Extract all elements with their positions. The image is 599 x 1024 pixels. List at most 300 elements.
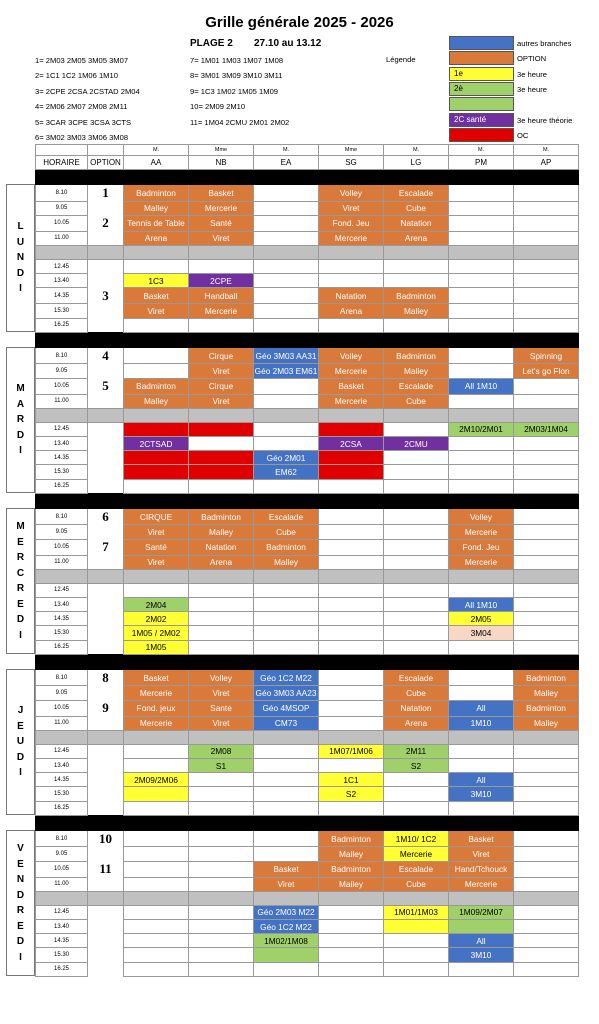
class-cell: Malley [384,364,449,378]
empty-cell [319,962,384,976]
class-cell: Mercerie [319,394,384,408]
empty-cell [254,479,319,493]
time-cell: 10.05 [36,861,88,877]
time-cell: 13.40 [36,437,88,451]
class-cell: Malley [124,394,189,408]
separator-cell [88,654,124,669]
empty-cell [514,583,579,597]
day-letter: I [19,767,22,779]
column-header: EA [254,156,319,170]
option-cell [88,465,124,479]
separator-cell [449,493,514,508]
separator-cell [124,332,189,347]
class-cell: Viret [189,364,254,378]
time-cell: 8.10 [36,830,88,847]
empty-cell [384,525,449,539]
schedule-row [36,364,579,378]
empty-cell [449,394,514,408]
class-cell: Viret [189,716,254,730]
empty-cell [124,920,189,934]
class-cell: 2M08 [189,744,254,758]
time-cell: 11.00 [36,555,88,569]
class-cell: 1C3 [124,274,189,288]
empty-cell [124,962,189,976]
column-header: HORAIRE [36,156,88,170]
empty-cell [189,948,254,962]
empty-cell [514,539,579,555]
empty-cell [189,260,254,274]
class-cell: Badminton [319,861,384,877]
schedule-row [36,408,579,422]
empty-cell [189,877,254,891]
class-cell: Escalade [384,378,449,394]
empty-cell [514,318,579,332]
day-letter: D [16,267,25,279]
option-code-line: 1= 2M03 2M05 3M05 3M07 [35,56,129,65]
separator-cell [384,815,449,830]
class-cell: Badminton [254,539,319,555]
class-cell: Santé [189,215,254,231]
empty-cell [384,274,449,288]
time-cell: 11.00 [36,716,88,730]
class-cell: Géo 3M03 AA31 [254,347,319,364]
class-cell: 1M05 [124,640,189,654]
break-cell [36,891,88,905]
option-number: 4 [88,347,124,364]
empty-cell [124,905,189,919]
break-cell [189,408,254,422]
empty-cell [124,260,189,274]
option-code-line: 8= 3M01 3M09 3M10 3M11 [190,71,283,81]
day-label [6,830,35,976]
class-cell [124,422,189,436]
schedule-row [36,347,579,364]
empty-cell [254,759,319,773]
class-cell [319,451,384,465]
schedule-row [36,686,579,700]
option-cell [88,394,124,408]
schedule-row [36,861,579,877]
class-cell: Volley [319,185,384,202]
empty-cell [449,583,514,597]
class-cell: Cube [384,877,449,891]
class-cell: Volley [189,669,254,686]
empty-cell [124,759,189,773]
day-letter: N [16,874,25,885]
empty-cell [384,583,449,597]
separator-cell [449,170,514,185]
class-cell [449,920,514,934]
class-cell: Fond. Jeu [449,539,514,555]
separator-cell [514,815,579,830]
separator-cell [189,170,254,185]
empty-cell [189,612,254,626]
option-cell [88,934,124,948]
empty-cell [254,422,319,436]
separator-cell [124,654,189,669]
day-letter: R [16,905,25,916]
legend-text: OPTION [517,54,547,64]
empty-cell [384,612,449,626]
empty-cell [449,260,514,274]
legend-swatch [449,36,514,50]
schedule-row [36,787,579,801]
teacher-title: Mme [319,145,384,156]
class-cell: Spinning [514,347,579,364]
empty-cell [514,465,579,479]
legend-swatch [449,51,514,65]
option-cell [88,962,124,976]
day-letter: U [16,236,25,248]
class-cell: 2M11 [384,744,449,758]
class-cell [384,920,449,934]
class-cell: 3M10 [449,948,514,962]
empty-cell [189,773,254,787]
option-cell [88,905,124,919]
empty-cell [319,539,384,555]
separator-cell [514,654,579,669]
time-cell: 13.40 [36,598,88,612]
class-cell: 2M05 [449,612,514,626]
empty-cell [514,288,579,304]
time-cell: 15.30 [36,948,88,962]
column-header: LG [384,156,449,170]
class-cell: Géo 2M03 EM61 [254,364,319,378]
class-cell: Mercerie [189,304,254,318]
class-cell: Badminton [384,347,449,364]
schedule-row [36,626,579,640]
empty-cell [384,422,449,436]
empty-cell [449,962,514,976]
option-cell [88,773,124,787]
class-cell: Arena [384,231,449,245]
empty-cell [449,215,514,231]
class-cell: Mercerie [124,716,189,730]
option-cell [88,422,124,436]
class-cell: Basket [189,185,254,202]
class-cell: Malley [124,201,189,215]
separator-cell [36,654,88,669]
break-cell [36,245,88,259]
separator-cell [449,815,514,830]
class-cell: CIRQUE [124,508,189,525]
day-separator [36,170,579,185]
schedule-row [36,215,579,231]
empty-cell [384,479,449,493]
legend-text: autres branches [517,39,572,48]
class-cell: Let's go Flon [514,364,579,378]
class-cell: Viret [319,201,384,215]
break-cell [384,730,449,744]
class-cell: Mercerie [319,364,384,378]
schedule-row [36,569,579,583]
column-header: PM [449,156,514,170]
option-cell [88,626,124,640]
option-code-line: 2= 1C1 1C2 1M06 1M10 [35,71,118,81]
separator-cell [254,493,319,508]
break-cell [88,569,124,583]
break-cell [254,891,319,905]
time-cell: 11.00 [36,877,88,891]
separator-cell [88,815,124,830]
empty-cell [449,231,514,245]
class-cell: 1M07/1M06 [319,744,384,758]
empty-cell [514,787,579,801]
empty-cell [189,920,254,934]
empty-cell [514,185,579,202]
empty-cell [384,801,449,815]
class-cell: Natation [319,288,384,304]
class-cell: Cube [254,525,319,539]
empty-cell [189,437,254,451]
column-header: SG [319,156,384,170]
class-cell: Mercerie [189,201,254,215]
class-cell: Viret [189,231,254,245]
option-cell [88,583,124,597]
schedule-row [36,318,579,332]
break-cell [124,245,189,259]
class-cell: 1M02/1M08 [254,934,319,948]
empty-cell [319,759,384,773]
empty-cell [384,626,449,640]
empty-cell [449,669,514,686]
break-cell [124,730,189,744]
day-letter: M [16,521,25,532]
separator-cell [124,493,189,508]
class-cell [189,422,254,436]
break-cell [449,245,514,259]
separator-cell [514,170,579,185]
day-separator [36,815,579,830]
time-cell: 14.35 [36,773,88,787]
empty-cell [449,364,514,378]
empty-cell [319,318,384,332]
day-letter: I [19,283,22,295]
empty-cell [449,451,514,465]
class-cell: Basket [319,378,384,394]
empty-cell [449,437,514,451]
schedule-row [36,479,579,493]
class-cell: 2CSA [319,437,384,451]
class-cell [319,465,384,479]
class-cell: Cube [384,201,449,215]
empty-cell [254,231,319,245]
option-cell [88,686,124,700]
class-cell: Viret [124,525,189,539]
empty-cell [449,744,514,758]
time-cell: 12.45 [36,260,88,274]
empty-cell [189,801,254,815]
time-cell: 15.30 [36,626,88,640]
option-cell [88,744,124,758]
class-cell: S1 [189,759,254,773]
class-cell: Arena [384,716,449,730]
empty-cell [514,905,579,919]
empty-cell [319,626,384,640]
schedule-row [36,304,579,318]
separator-cell [189,332,254,347]
empty-cell [514,215,579,231]
day-letter: J [17,705,24,717]
separator-cell [88,493,124,508]
empty-cell [319,948,384,962]
day-letter: E [17,536,24,548]
break-cell [124,408,189,422]
class-cell: Géo 4MSOP [254,700,319,716]
schedule-row [36,716,579,730]
legend-text: 3e heure [517,84,547,94]
schedule-row [36,437,579,451]
class-cell: Volley [319,347,384,364]
option-cell [88,318,124,332]
class-cell [124,465,189,479]
option-code-line: 6= 3M02 3M03 3M06 3M08 [35,133,129,142]
empty-cell [124,744,189,758]
option-cell [88,920,124,934]
separator-cell [319,493,384,508]
class-cell: 2CPE [189,274,254,288]
class-cell: Malley [189,525,254,539]
break-cell [514,408,579,422]
teacher-title: M. [384,145,449,156]
empty-cell [319,700,384,716]
time-cell: 9.05 [36,847,88,861]
day-letter: D [16,751,25,763]
empty-cell [384,962,449,976]
class-cell: Hand/Tchouck [449,861,514,877]
option-cell [88,598,124,612]
day-letter: D [16,429,25,441]
time-cell: 10.05 [36,700,88,716]
empty-cell [189,583,254,597]
separator-cell [384,332,449,347]
time-cell: 16.25 [36,318,88,332]
break-cell [514,891,579,905]
class-cell: Malley [514,686,579,700]
header-row-names [36,156,579,170]
legend-swatch: 2è [449,82,514,96]
empty-cell [449,304,514,318]
empty-cell [514,773,579,787]
class-cell: 2M04 [124,598,189,612]
time-cell: 8.10 [36,347,88,364]
separator-cell [319,815,384,830]
schedule-row [36,185,579,202]
empty-cell [514,640,579,654]
empty-cell [384,787,449,801]
separator-cell [88,332,124,347]
class-cell: Mercerie [319,231,384,245]
day-letter: E [17,720,24,732]
class-cell: Badminton [124,185,189,202]
class-cell: All [449,773,514,787]
class-cell: Viret [124,304,189,318]
legend-text: 3e heure théorie [517,115,573,125]
class-cell: Malley [384,304,449,318]
legend-swatch [449,97,514,111]
separator-cell [384,654,449,669]
teacher-title: M. [514,145,579,156]
option-cell [88,612,124,626]
class-cell: 2M03/1M04 [514,422,579,436]
empty-cell [384,948,449,962]
schedule-row [36,378,579,394]
class-cell: Malley [514,716,579,730]
class-cell: All [449,934,514,948]
option-cell [88,640,124,654]
time-cell: 10.05 [36,215,88,231]
class-cell: Basket [449,830,514,847]
class-cell [124,451,189,465]
empty-cell [124,934,189,948]
empty-cell [514,948,579,962]
empty-cell [384,465,449,479]
schedule-row [36,891,579,905]
time-cell: 14.35 [36,934,88,948]
time-cell: 12.45 [36,744,88,758]
class-cell: Natation [384,700,449,716]
option-number: 7 [88,539,124,555]
time-cell: 8.10 [36,185,88,202]
empty-cell [254,215,319,231]
class-cell: Badminton [514,669,579,686]
option-number: 6 [88,508,124,525]
empty-cell [254,962,319,976]
class-cell: Viret [449,847,514,861]
day-letter: C [16,567,25,579]
empty-cell [449,479,514,493]
class-cell: CM73 [254,716,319,730]
schedule-row [36,201,579,215]
empty-cell [514,260,579,274]
time-cell: 15.30 [36,304,88,318]
class-cell: Arena [124,231,189,245]
empty-cell [254,201,319,215]
separator-cell [514,332,579,347]
empty-cell [514,274,579,288]
class-cell: Basket [254,861,319,877]
class-cell: Badminton [384,288,449,304]
break-cell [36,730,88,744]
break-cell [514,245,579,259]
time-cell: 14.35 [36,612,88,626]
teacher-title [88,145,124,156]
class-cell: Malley [319,877,384,891]
class-cell: Escalade [254,508,319,525]
schedule-row [36,288,579,304]
option-cell [88,451,124,465]
empty-cell [514,437,579,451]
schedule-row [36,801,579,815]
break-cell [449,408,514,422]
day-label [6,347,35,493]
schedule-row [36,669,579,686]
class-cell: Escalade [384,861,449,877]
day-letter: I [19,629,22,641]
empty-cell [384,598,449,612]
day-separator [36,493,579,508]
class-cell: Badminton [514,700,579,716]
empty-cell [124,861,189,877]
empty-cell [254,847,319,861]
break-cell [189,569,254,583]
header-row-titles [36,145,579,156]
class-cell: Cube [384,394,449,408]
class-cell: Cube [384,686,449,700]
schedule-row [36,583,579,597]
empty-cell [514,378,579,394]
class-cell: S2 [319,787,384,801]
